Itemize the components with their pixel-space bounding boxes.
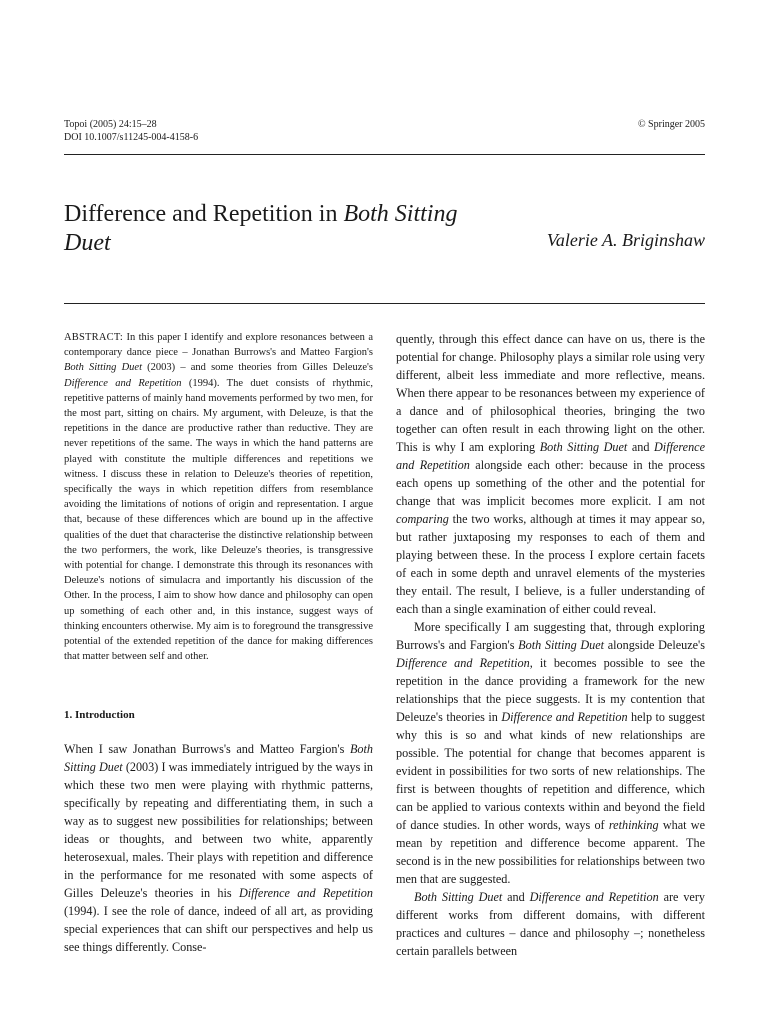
author-name: Valerie A. Briginshaw (546, 230, 705, 250)
copyright-notice: © Springer 2005 (637, 119, 705, 130)
left-column (64, 330, 373, 956)
intro-paragraph: When I saw Jonathan Burrows's and Matteo Fargion's Both Sitting Duet (2003) I was immediately intrigued by the ways in which these two men were playing with rhythmic patterns, specifically by repeating and differentiating them, in such a way as to suggest new possibilities for relationships; between ideas or thoughts, and between two white, apparently heterosexual, males. Their plays with repetition and difference in the performance for me resonated with some aspects of Gilles Deleuze's theories in his Difference and Repetition (1994). I see the role of dance, indeed of all art, as providing special experiences that can shift our perspectives and help us see things differently. Conse- (64, 742, 373, 955)
doi: DOI 10.1007/s11245-004-4158-6 (64, 132, 199, 143)
header-rule (64, 154, 705, 155)
abstract-label: ABSTRACT: (64, 332, 124, 343)
body-paragraph-2: More specifically I am suggesting that, through exploring Burrows's and Fargion's Both Sitting Duet alongside Deleuze's Difference and Repetition, it becomes possible to see the repetition in the dance providing a framework for the new relationships that the piece suggests. It is my contention that Deleuze's theories in Difference and Repetition help to suggest why this is so and what kinds of new relationships are possible. The potential for change that becomes apparent is evident in possibilities for two sorts of new relationships. The first is between thoughts of repetition and difference, which can be applied to various contexts within and beyond the field of dance studies. In other words, ways of rethinking what we mean by repetition and difference become apparent. The second is in the new possibilities for relationships between two men that are suggested. (396, 620, 706, 886)
journal-citation (64, 118, 198, 144)
article-title: Difference and Repetition in Both Sitting Duet (64, 201, 458, 256)
section-heading-introduction: 1. Introduction (64, 709, 135, 722)
journal-volume: Topoi (2005) 24:15–28 (64, 119, 157, 130)
right-column (396, 330, 705, 960)
title-rule (64, 303, 705, 304)
body-paragraph-1: quently, through this effect dance can have on us, there is the potential for change. Philosophy plays a similar role using very different, albeit less immediate and more reflective, means. When there appear to be resonances between my experience of a dance and of philosophical theories, bringing the two together can often result in each throwing light on the other. This is why I am exploring Both Sitting Duet and Difference and Repetition alongside each other: because in the process each opens up something of the other and the potential for change that was implicit becomes more explicit. I am not comparing the two works, although at times it may appear so, but rather juxtaposing my responses to each of them and playing between these. In the process I explore certain facets of each in some depth and unravel elements of the mysteries they entail. The result, I believe, is a fuller understanding of each than a single examination of either could reveal. (396, 332, 706, 616)
body-paragraph-3: Both Sitting Duet and Difference and Repetition are very different works from different domains, with different practices and cultures – dance and philosophy –; nonetheless certain parallels between (396, 890, 705, 958)
abstract: ABSTRACT: In this paper I identify and explore resonances between a contemporary dance piece – Jonathan Burrows's and Matteo Fargion's Both Sitting Duet (2003) – and some theories from Gilles Deleuze's Difference and Repetition (1994). The duet consists of rhythmic, repetitive patterns of mainly hand movements performed by two men, for the most part, sitting on chairs. My argument, with Deleuze, is that the repetitions in the dance are productive rather than reductive. They are never repetitions of the same. The ways in which the hand patterns are played with constitute the multiple differences and repetitions we witness. I discuss these in relation to Deleuze's theories of repetition, specifically the ways in which repetition differs from resemblance avoiding the limitations of notions of origin and representation. I argue that, because of these differences which are bound up in the affective qualities of the duet that characterise the distinctive relationship between the two performers, the work, like Deleuze's theories, is transgressive with potential for change. I demonstrate this through its resonances with Deleuze's notions of simulacra and importantly his discussion of the Other. In the process, I aim to show how dance and philosophy can open up something of each other and, in this instance, suggest ways of thinking encounters otherwise. My aim is to foreground the transgressive potential of the extended repetition of the dance for making differences that matter between self and other. (64, 332, 373, 663)
